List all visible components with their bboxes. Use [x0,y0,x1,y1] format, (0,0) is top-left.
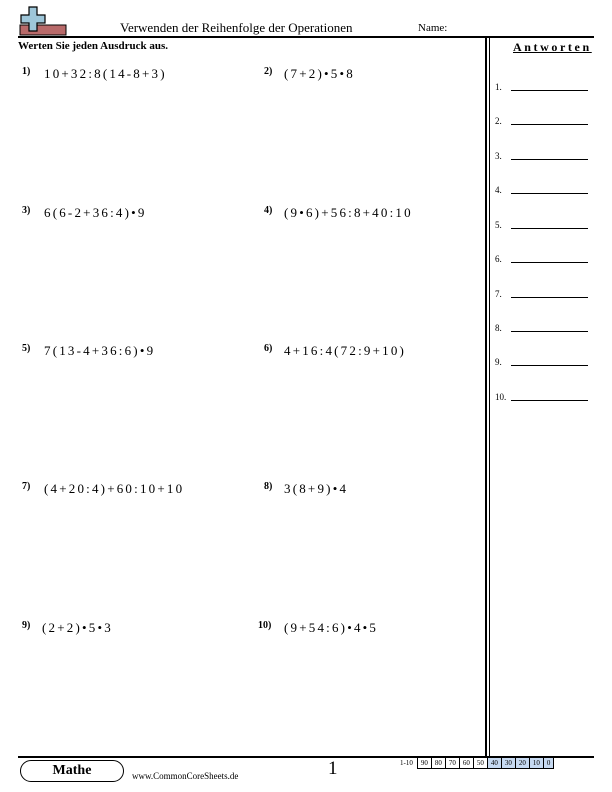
score-cell: 80 [431,758,445,769]
score-cell: 30 [501,758,515,769]
answer-blank[interactable] [511,262,588,263]
answer-row-3 [495,147,595,161]
problem-number: 1) [22,66,31,77]
answer-number: 5. [495,220,502,230]
page-title: Verwenden der Reihenfolge der Operationen [120,20,353,35]
score-range-label: 1-10 [400,759,413,767]
problem-expression: (2+2)•5•3 [42,620,113,635]
problem-number: 8) [264,481,273,492]
answer-blank[interactable] [511,331,588,332]
answer-number: 4. [495,185,502,195]
problem-expression: 6(6-2+36:4)•9 [44,205,147,220]
problem-expression: 10+32:8(14-8+3) [44,66,167,81]
problem-number: 9) [22,620,31,631]
answer-column-border [489,36,490,756]
subject-badge: Mathe [20,760,124,782]
answer-number: 2. [495,116,502,126]
answer-row-10 [495,388,595,402]
problem-number: 4) [264,205,273,216]
answer-row-4 [495,181,595,195]
score-cell: 0 [543,758,554,769]
score-cell: 90 [417,758,431,769]
answer-number: 1. [495,82,502,92]
answer-number: 9. [495,357,502,367]
page-number: 1 [328,758,338,779]
name-label: Name: [418,22,448,34]
score-cell: 60 [459,758,473,769]
answer-column-border [485,36,487,756]
problem-number: 3) [22,205,31,216]
score-cell: 40 [487,758,501,769]
answer-row-5 [495,216,595,230]
problem-number: 7) [22,481,31,492]
answer-row-7 [495,285,595,299]
answer-blank[interactable] [511,400,588,401]
header-divider [18,36,594,38]
answer-number: 7. [495,289,502,299]
answer-row-2 [495,112,595,126]
problem-expression: 4+16:4(72:9+10) [284,343,407,358]
answer-row-6 [495,250,595,264]
answer-blank[interactable] [511,124,588,125]
problem-number: 6) [264,343,273,354]
answer-number: 3. [495,151,502,161]
answers-header: Antworten [513,40,592,54]
plus-minus-logo-icon [18,5,68,37]
problem-number: 5) [22,343,31,354]
score-table [397,757,554,769]
score-cell: 10 [529,758,543,769]
problem-number: 10) [258,620,272,631]
answer-number: 10. [495,392,507,402]
problem-expression: (9+54:6)•4•5 [284,620,379,635]
answer-row-1 [495,78,595,92]
score-cell: 70 [445,758,459,769]
footer-url: www.CommonCoreSheets.de [132,771,239,781]
answer-blank[interactable] [511,228,588,229]
problem-expression: (9•6)+56:8+40:10 [284,205,413,220]
problem-number: 2) [264,66,273,77]
answer-blank[interactable] [511,297,588,298]
answer-blank[interactable] [511,159,588,160]
problem-expression: 7(13-4+36:6)•9 [44,343,156,358]
answer-number: 8. [495,323,502,333]
problem-expression: (7+2)•5•8 [284,66,355,81]
answer-blank[interactable] [511,193,588,194]
problem-expression: (4+20:4)+60:10+10 [44,481,185,496]
answer-row-8 [495,319,595,333]
answer-blank[interactable] [511,365,588,366]
score-cell: 20 [515,758,529,769]
problem-expression: 3(8+9)•4 [284,481,349,496]
instructions-text: Werten Sie jeden Ausdruck aus. [18,40,169,52]
score-cell: 50 [473,758,487,769]
answer-row-9 [495,353,595,367]
answer-number: 6. [495,254,502,264]
answer-blank[interactable] [511,90,588,91]
